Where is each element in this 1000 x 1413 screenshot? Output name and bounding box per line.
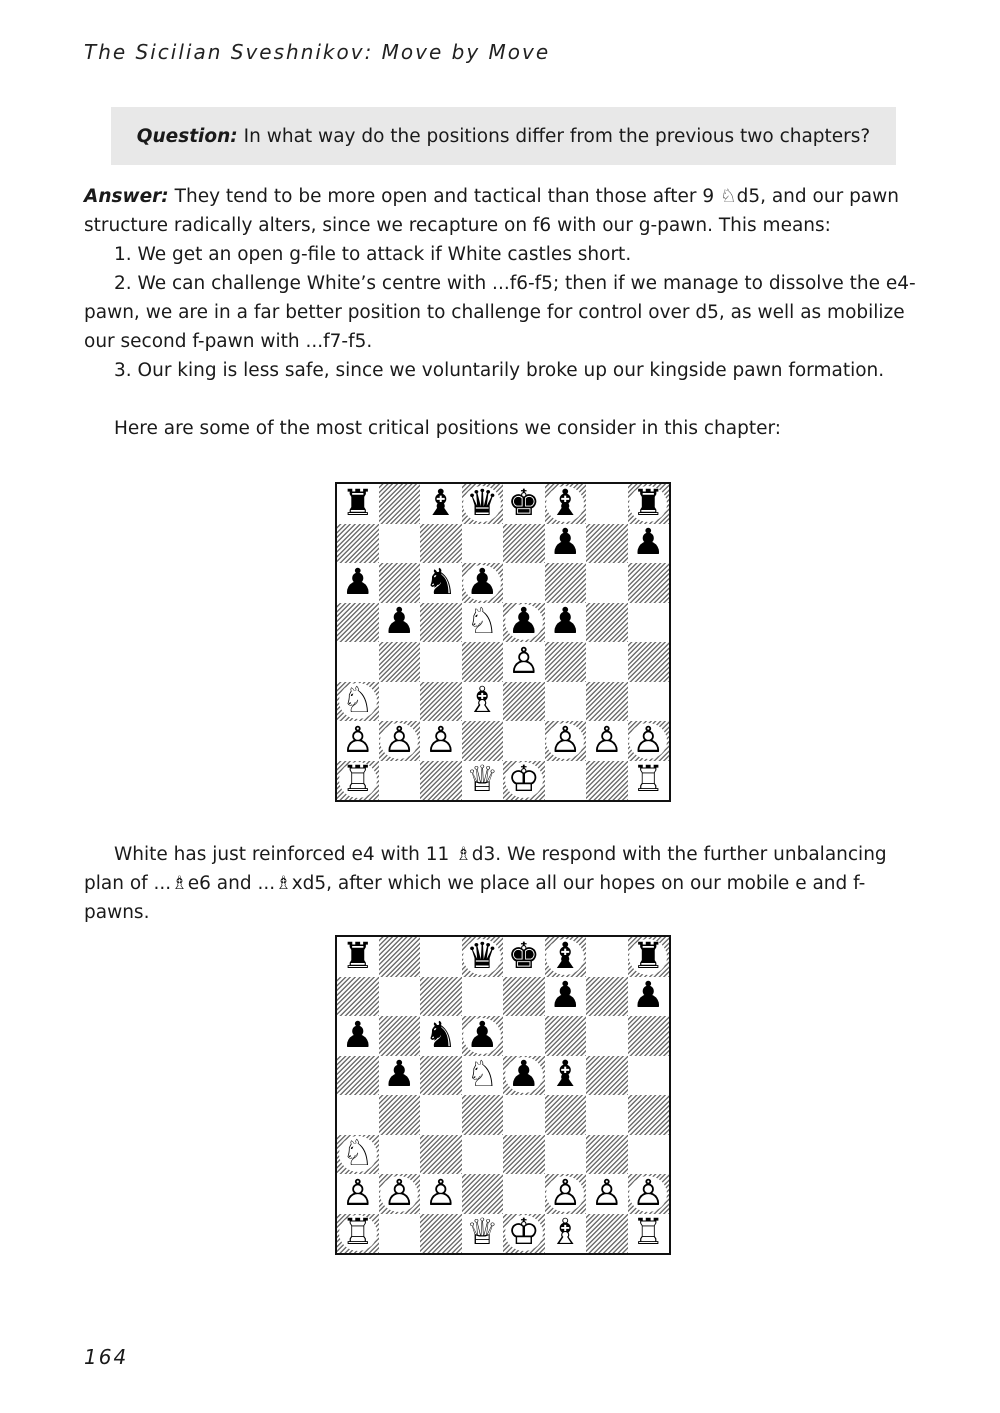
white-bishop-icon: ♗	[546, 1215, 584, 1251]
square-f7	[545, 524, 587, 564]
white-king-icon: ♔	[505, 1215, 543, 1251]
square-d2	[462, 721, 504, 761]
square-g2	[586, 721, 628, 761]
square-e5	[503, 603, 545, 643]
square-c5	[420, 1056, 462, 1096]
square-e7	[503, 524, 545, 564]
square-b6	[379, 1016, 421, 1056]
square-e3	[503, 682, 545, 722]
running-head: The Sicilian Sveshnikov: Move by Move	[84, 40, 551, 64]
square-g6	[586, 563, 628, 603]
square-b5	[379, 603, 421, 643]
question-box	[111, 107, 896, 165]
square-h2	[628, 721, 670, 761]
black-king-icon: ♚	[505, 939, 543, 975]
square-a5	[337, 1056, 379, 1096]
square-e1	[503, 1214, 545, 1254]
square-b7	[379, 524, 421, 564]
square-b3	[379, 1135, 421, 1175]
square-f4	[545, 1095, 587, 1135]
square-b3	[379, 682, 421, 722]
square-c3	[420, 682, 462, 722]
black-knight-icon: ♞	[422, 1018, 460, 1054]
white-pawn-icon: ♙	[422, 1176, 460, 1212]
black-pawn-icon: ♟	[546, 525, 584, 561]
answer-label: Answer:	[84, 186, 169, 207]
square-d5	[462, 603, 504, 643]
black-pawn-icon: ♟	[546, 604, 584, 640]
white-pawn-icon: ♙	[339, 1176, 377, 1212]
black-queen-icon: ♛	[463, 939, 501, 975]
square-e1	[503, 761, 545, 801]
square-f8	[545, 484, 587, 524]
black-bishop-icon: ♝	[422, 486, 460, 522]
square-c2	[420, 1174, 462, 1214]
square-a2	[337, 721, 379, 761]
white-pawn-icon: ♙	[380, 723, 418, 759]
black-knight-icon: ♞	[422, 565, 460, 601]
black-rook-icon: ♜	[339, 486, 377, 522]
black-bishop-icon: ♝	[546, 1057, 584, 1093]
square-h8	[628, 484, 670, 524]
square-f3	[545, 682, 587, 722]
black-pawn-icon: ♟	[505, 604, 543, 640]
black-pawn-icon: ♟	[339, 1018, 377, 1054]
square-e2	[503, 1174, 545, 1214]
square-a3	[337, 682, 379, 722]
square-e4	[503, 642, 545, 682]
square-a1	[337, 1214, 379, 1254]
answer-paragraph	[84, 182, 920, 240]
square-e8	[503, 484, 545, 524]
white-bishop-icon: ♗	[463, 683, 501, 719]
square-c4	[420, 642, 462, 682]
square-e7	[503, 977, 545, 1017]
list-item-3: 3. Our king is less safe, since we voluntarily broke up our kingside pawn formation.	[114, 360, 885, 381]
square-e5	[503, 1056, 545, 1096]
square-h6	[628, 1016, 670, 1056]
white-knight-icon: ♘	[463, 604, 501, 640]
white-pawn-icon: ♙	[422, 723, 460, 759]
white-pawn-icon: ♙	[588, 723, 626, 759]
black-pawn-icon: ♟	[339, 565, 377, 601]
square-h4	[628, 642, 670, 682]
black-pawn-icon: ♟	[629, 978, 667, 1014]
square-a1	[337, 761, 379, 801]
square-g3	[586, 1135, 628, 1175]
square-f1	[545, 1214, 587, 1254]
square-f4	[545, 642, 587, 682]
white-pawn-icon: ♙	[588, 1176, 626, 1212]
square-d8	[462, 937, 504, 977]
square-d6	[462, 1016, 504, 1056]
square-c3	[420, 1135, 462, 1175]
square-a6	[337, 563, 379, 603]
square-d1	[462, 761, 504, 801]
answer-text: They tend to be more open and tactical than those after 9 ♘d5, and our pawn structure radically alters, since we recapture on f6 with our g-pawn. This means:	[84, 186, 899, 236]
square-b2	[379, 1174, 421, 1214]
square-b5	[379, 1056, 421, 1096]
square-b1	[379, 761, 421, 801]
square-c6	[420, 1016, 462, 1056]
square-d3	[462, 682, 504, 722]
square-f6	[545, 1016, 587, 1056]
black-queen-icon: ♛	[463, 486, 501, 522]
square-a5	[337, 603, 379, 643]
square-g8	[586, 937, 628, 977]
square-a6	[337, 1016, 379, 1056]
square-a8	[337, 937, 379, 977]
white-knight-icon: ♘	[339, 683, 377, 719]
square-e4	[503, 1095, 545, 1135]
black-pawn-icon: ♟	[380, 604, 418, 640]
square-f6	[545, 563, 587, 603]
square-h5	[628, 603, 670, 643]
black-king-icon: ♚	[505, 486, 543, 522]
chess-diagram-2	[335, 935, 671, 1255]
square-f1	[545, 761, 587, 801]
square-d8	[462, 484, 504, 524]
square-c7	[420, 977, 462, 1017]
white-rook-icon: ♖	[339, 1215, 377, 1251]
square-c6	[420, 563, 462, 603]
square-g4	[586, 1095, 628, 1135]
square-d7	[462, 977, 504, 1017]
square-a4	[337, 1095, 379, 1135]
square-g2	[586, 1174, 628, 1214]
page-number: 164	[84, 1345, 129, 1369]
white-king-icon: ♔	[505, 762, 543, 798]
square-c1	[420, 761, 462, 801]
square-g5	[586, 603, 628, 643]
square-b1	[379, 1214, 421, 1254]
white-queen-icon: ♕	[463, 762, 501, 798]
black-pawn-icon: ♟	[380, 1057, 418, 1093]
square-f2	[545, 1174, 587, 1214]
square-h8	[628, 937, 670, 977]
square-d4	[462, 1095, 504, 1135]
square-b6	[379, 563, 421, 603]
square-d6	[462, 563, 504, 603]
square-g5	[586, 1056, 628, 1096]
square-h3	[628, 682, 670, 722]
square-g1	[586, 761, 628, 801]
square-e3	[503, 1135, 545, 1175]
square-f2	[545, 721, 587, 761]
square-h7	[628, 977, 670, 1017]
square-c8	[420, 937, 462, 977]
square-h4	[628, 1095, 670, 1135]
square-g1	[586, 1214, 628, 1254]
square-e2	[503, 721, 545, 761]
square-h7	[628, 524, 670, 564]
black-pawn-icon: ♟	[463, 565, 501, 601]
square-c5	[420, 603, 462, 643]
square-g7	[586, 524, 628, 564]
square-e6	[503, 563, 545, 603]
white-knight-icon: ♘	[463, 1057, 501, 1093]
square-h1	[628, 761, 670, 801]
square-e6	[503, 1016, 545, 1056]
square-g4	[586, 642, 628, 682]
white-pawn-icon: ♙	[505, 644, 543, 680]
white-knight-icon: ♘	[339, 1136, 377, 1172]
white-rook-icon: ♖	[339, 762, 377, 798]
square-e8	[503, 937, 545, 977]
square-f5	[545, 603, 587, 643]
square-h5	[628, 1056, 670, 1096]
square-f7	[545, 977, 587, 1017]
square-b2	[379, 721, 421, 761]
chess-diagram-1	[335, 482, 671, 802]
square-d4	[462, 642, 504, 682]
square-c4	[420, 1095, 462, 1135]
diagram-caption: White has just reinforced e4 with 11 ♗d3. We respond with the further unbalancing plan of ...♗e6 and ...♗xd5, after which we place all our hopes on our mobile e and f-pawns.	[84, 844, 887, 923]
square-g7	[586, 977, 628, 1017]
black-pawn-icon: ♟	[629, 525, 667, 561]
question-text: In what way do the positions differ from the previous two chapters?	[243, 125, 871, 147]
square-f3	[545, 1135, 587, 1175]
square-d1	[462, 1214, 504, 1254]
square-d5	[462, 1056, 504, 1096]
black-rook-icon: ♜	[629, 939, 667, 975]
black-pawn-icon: ♟	[463, 1018, 501, 1054]
square-g3	[586, 682, 628, 722]
square-d3	[462, 1135, 504, 1175]
question-label: Question:	[136, 125, 238, 147]
white-pawn-icon: ♙	[546, 1176, 584, 1212]
black-pawn-icon: ♟	[505, 1057, 543, 1093]
black-pawn-icon: ♟	[546, 978, 584, 1014]
square-b4	[379, 642, 421, 682]
square-c8	[420, 484, 462, 524]
square-a8	[337, 484, 379, 524]
square-c7	[420, 524, 462, 564]
square-g6	[586, 1016, 628, 1056]
white-pawn-icon: ♙	[629, 723, 667, 759]
list-item-2: 2. We can challenge White’s centre with ...f6-f5; then if we manage to dissolve the e4-pawn, we are in a far better position to challenge for control over d5, as well as mobilize our second f-pawn with ...f7-f5.	[84, 273, 916, 352]
square-h1	[628, 1214, 670, 1254]
square-b4	[379, 1095, 421, 1135]
square-c1	[420, 1214, 462, 1254]
black-rook-icon: ♜	[629, 486, 667, 522]
white-pawn-icon: ♙	[380, 1176, 418, 1212]
square-a7	[337, 977, 379, 1017]
square-d7	[462, 524, 504, 564]
white-pawn-icon: ♙	[339, 723, 377, 759]
square-a2	[337, 1174, 379, 1214]
square-b8	[379, 937, 421, 977]
black-bishop-icon: ♝	[546, 939, 584, 975]
square-c2	[420, 721, 462, 761]
list-item-1: 1. We get an open g-file to attack if White castles short.	[114, 244, 632, 265]
white-queen-icon: ♕	[463, 1215, 501, 1251]
white-pawn-icon: ♙	[546, 723, 584, 759]
square-b8	[379, 484, 421, 524]
square-a7	[337, 524, 379, 564]
square-h3	[628, 1135, 670, 1175]
square-f8	[545, 937, 587, 977]
white-pawn-icon: ♙	[629, 1176, 667, 1212]
intro-paragraph: Here are some of the most critical positions we consider in this chapter:	[114, 418, 782, 439]
white-rook-icon: ♖	[629, 762, 667, 798]
black-rook-icon: ♜	[339, 939, 377, 975]
square-g8	[586, 484, 628, 524]
square-f5	[545, 1056, 587, 1096]
square-h6	[628, 563, 670, 603]
square-b7	[379, 977, 421, 1017]
square-h2	[628, 1174, 670, 1214]
white-rook-icon: ♖	[629, 1215, 667, 1251]
black-bishop-icon: ♝	[546, 486, 584, 522]
square-a4	[337, 642, 379, 682]
square-d2	[462, 1174, 504, 1214]
square-a3	[337, 1135, 379, 1175]
